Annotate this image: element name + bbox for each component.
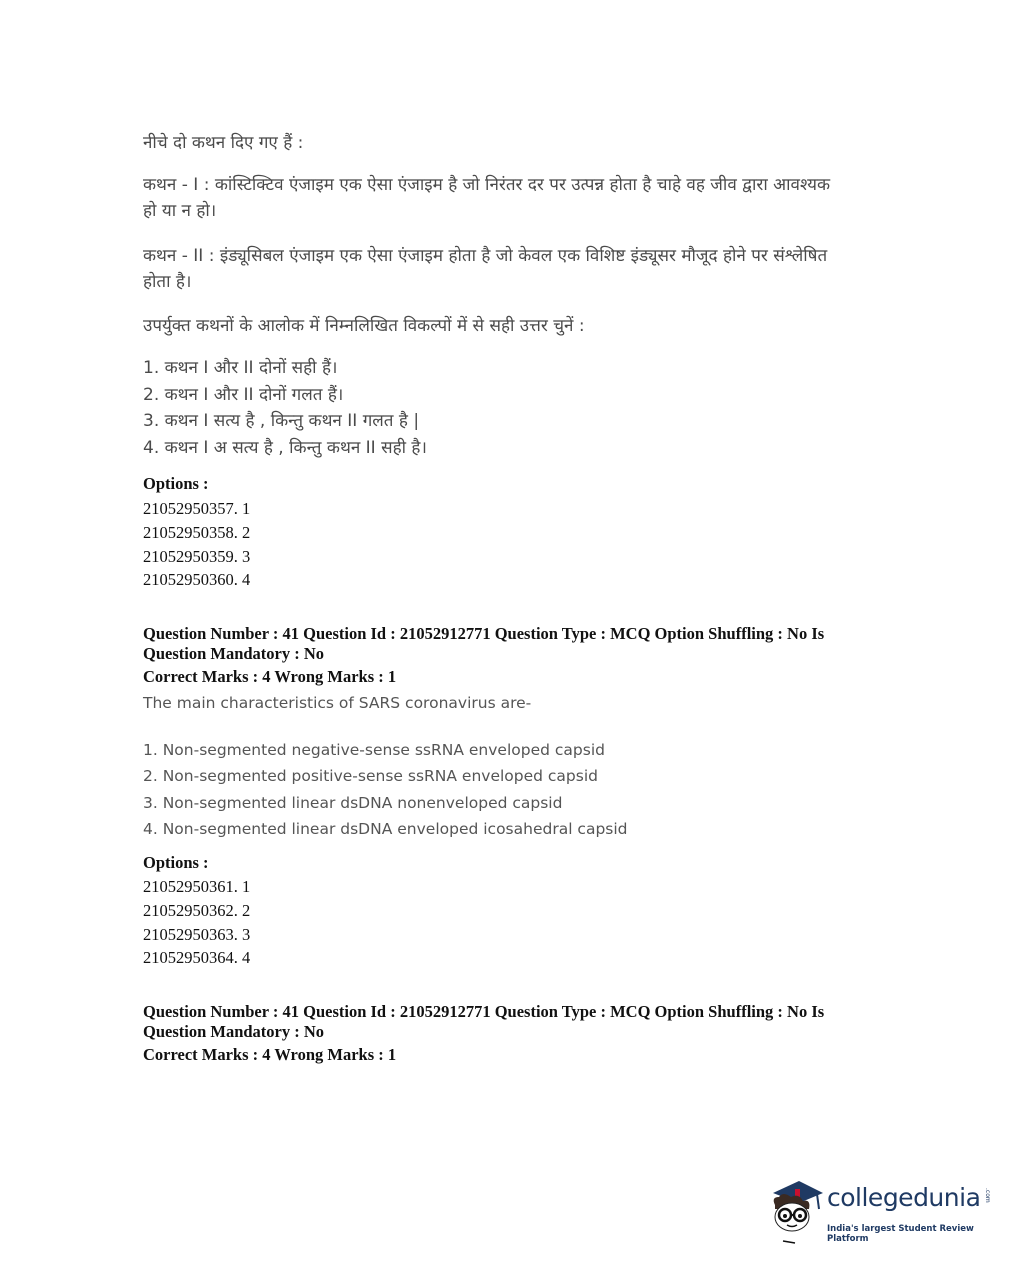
options-label-2: Options : [143,853,209,872]
statement-1-text: कथन - I : कांस्टिक्टिव एंजाइम एक ऐसा एंजाइम है जो निरंतर दर पर उत्पन्न होता है चाहे वह जीव द्वारा आवश्यक हो या न हो। [143,175,831,221]
hindi-intro-text: नीचे दो कथन दिए गए हैं : [143,133,304,153]
logo-tagline: India's largest Student Review Platform [827,1224,974,1244]
hindi-choice-4: 4. कथन I अ सत्य है , किन्तु कथन II सही है। [143,437,427,458]
option-id-5: 21052950361. 1 [143,877,251,896]
choice-4: 4. Non-segmented linear dsDNA enveloped icosahedral capsid [143,819,628,838]
next-question-header: Question Number : 41 Question Id : 21052912771 Question Type : MCQ Option Shuffling : No Is Question Mandatory : No [143,1002,825,1041]
options-list-2 [143,875,250,970]
question-header: Question Number : 41 Question Id : 21052912771 Question Type : MCQ Option Shuffling : No Is Question Mandatory : No [143,624,825,663]
question-text: The main characteristics of SARS coronavirus are- [143,694,532,712]
options-label-1: Options : [143,474,209,493]
hindi-prompt [143,313,585,339]
statement-2-text: कथन - II : इंड्यूसिबल एंजाइम एक ऐसा एंजाइम होता है जो केवल एक विशिष्ट इंड्यूसर मौजूद होने पर संश्लेषित होता है। [143,246,828,292]
option-id-3: 21052950359. 3 [143,546,251,566]
hindi-prompt-text: उपर्युक्त कथनों के आलोक में निम्नलिखित विकल्पों में से सही उत्तर चुनें : [143,316,585,336]
collegedunia-logo [765,1175,995,1250]
option-id-7: 21052950363. 3 [143,924,251,944]
option-id-4: 21052950360. 4 [143,570,251,590]
hindi-choices [143,355,427,461]
next-question-marks: Correct Marks : 4 Wrong Marks : 1 [143,1045,397,1064]
hindi-choice-1: 1. कथन I और II दोनों सही हैं। [143,358,338,378]
options-list-1 [143,497,250,592]
choice-3: 3. Non-segmented linear dsDNA nonenveloped capsid [143,793,563,812]
question-marks: Correct Marks : 4 Wrong Marks : 1 [143,667,397,686]
mascot-icon [765,1175,825,1245]
option-id-1: 21052950357. 1 [143,499,251,518]
hindi-statement-2 [143,243,833,295]
logo-wordmark: collegedunia [827,1183,981,1212]
option-id-8: 21052950364. 4 [143,948,251,968]
hindi-choice-2: 2. कथन I और II दोनों गलत हैं। [143,384,344,405]
choice-1: 1. Non-segmented negative-sense ssRNA enveloped capsid [143,741,605,759]
hindi-intro [143,130,303,156]
hindi-choice-3: 3. कथन I सत्य है , किन्तु कथन II गलत है | [143,411,420,431]
question-choices [143,737,628,842]
option-id-6: 21052950362. 2 [143,900,251,920]
hindi-statement-1 [143,172,833,224]
option-id-2: 21052950358. 2 [143,522,251,542]
logo-suffix: .com [984,1188,991,1203]
choice-2: 2. Non-segmented positive-sense ssRNA enveloped capsid [143,767,598,786]
